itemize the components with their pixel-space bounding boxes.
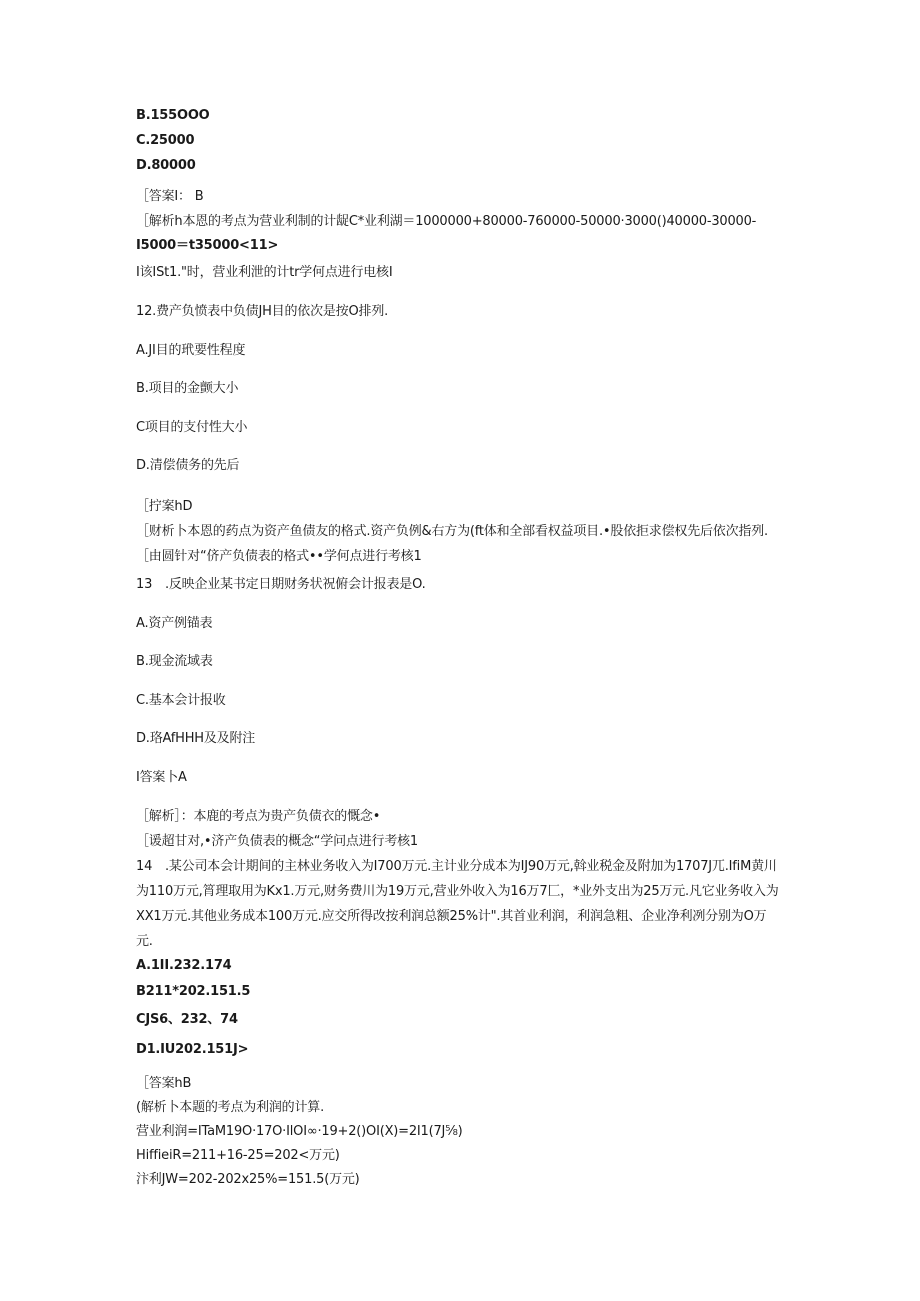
question-14-line3: XX1万元.其他业务成本100万元.应交所得改按利润总额25%计".其首业利润，利润急粗、企业净利冽分别为O万	[136, 909, 767, 924]
calc-net-profit: 汴利JW=202-202x25%=151.5(万元)	[136, 1172, 360, 1187]
question-14-line2: 为110万元,筲理取用为Kx1.万元,财务费川为19万元,营业外收入为16万7匚，*业外支出为25万元.凡它业务收入为	[136, 884, 779, 899]
option-12-d: D.清偿债务的先后	[136, 458, 240, 473]
option-d-prev: D.80000	[136, 158, 196, 173]
analysis-14: (解析卜本题的考点为利润的计算.	[136, 1100, 325, 1115]
answer-13: I答案卜A	[136, 770, 187, 785]
review-note-12: ［由圆针对“侪产负债表的格式••学何点进行考核1	[136, 549, 422, 564]
question-14-line4: 元.	[136, 934, 153, 949]
analysis-11-line2: I5000＝t35000<11>	[136, 238, 279, 253]
option-13-b: B.现金流域表	[136, 654, 213, 669]
analysis-11-line1: ［解析h本恩的考点为营业利制的计龊C*业利湖＝1000000+80000-760000-50000·3000()40000-30000-	[136, 214, 757, 229]
option-14-d: D1.IU202.151J>	[136, 1042, 249, 1057]
option-c-prev: C.25000	[136, 133, 195, 148]
option-14-c: CJS6、232、74	[136, 1012, 238, 1027]
answer-14: ［答案hB	[136, 1076, 192, 1091]
question-14-line1: 14 .某公司本会计期间的主林业务收入为I700万元.主计业分成本为IJ90万元,斡业税金及附加为1707J兀.IfiM黄川	[136, 859, 777, 874]
option-12-a: A.JI目的玳要性程度	[136, 343, 246, 358]
option-12-b: B.项目的金颤大小	[136, 381, 239, 396]
review-note-13: ［谖超甘对,•济产负债表的概念“学问点进行考核1	[136, 834, 419, 849]
option-b-prev: B.155OOO	[136, 108, 210, 123]
option-12-c: C项目的支付性大小	[136, 420, 248, 435]
answer-11: ［答案I： B	[136, 189, 204, 204]
analysis-12: ［财析卜本恩的药点为资产鱼债友的格式.资产负例&右方为(ft体和全部看权益项目.•股依拒求偿权先后依次指列.	[136, 524, 768, 539]
calc-total-profit: HiffieiR=211+16-25=202<万元)	[136, 1148, 340, 1163]
analysis-13: ［解析］：本鹿的考点为贵产负债衣的慨念•	[136, 809, 381, 824]
answer-12: ［拧案hD	[136, 499, 193, 514]
option-13-d: D.珞AfHHH及及附注	[136, 731, 256, 746]
question-12: 12.费产负愤表中负债JH目的依次是按O排列.	[136, 304, 389, 319]
review-note-11: I该ISt1."时，营业利泄的计tr学何点进行电核I	[136, 265, 393, 280]
option-13-c: C.基本会计报收	[136, 693, 226, 708]
option-13-a: A.资产例锚表	[136, 616, 213, 631]
question-13: 13 .反映企业某书定日期财务状祝俯会计报表是O.	[136, 577, 426, 592]
calc-operating-profit: 营业利润=ITaM19O·17O·IlOI∞·19+2()OI(X)=2I1(7J⅝)	[136, 1124, 463, 1139]
option-14-b: B211*202.151.5	[136, 984, 251, 999]
option-14-a: A.1II.232.174	[136, 958, 232, 973]
